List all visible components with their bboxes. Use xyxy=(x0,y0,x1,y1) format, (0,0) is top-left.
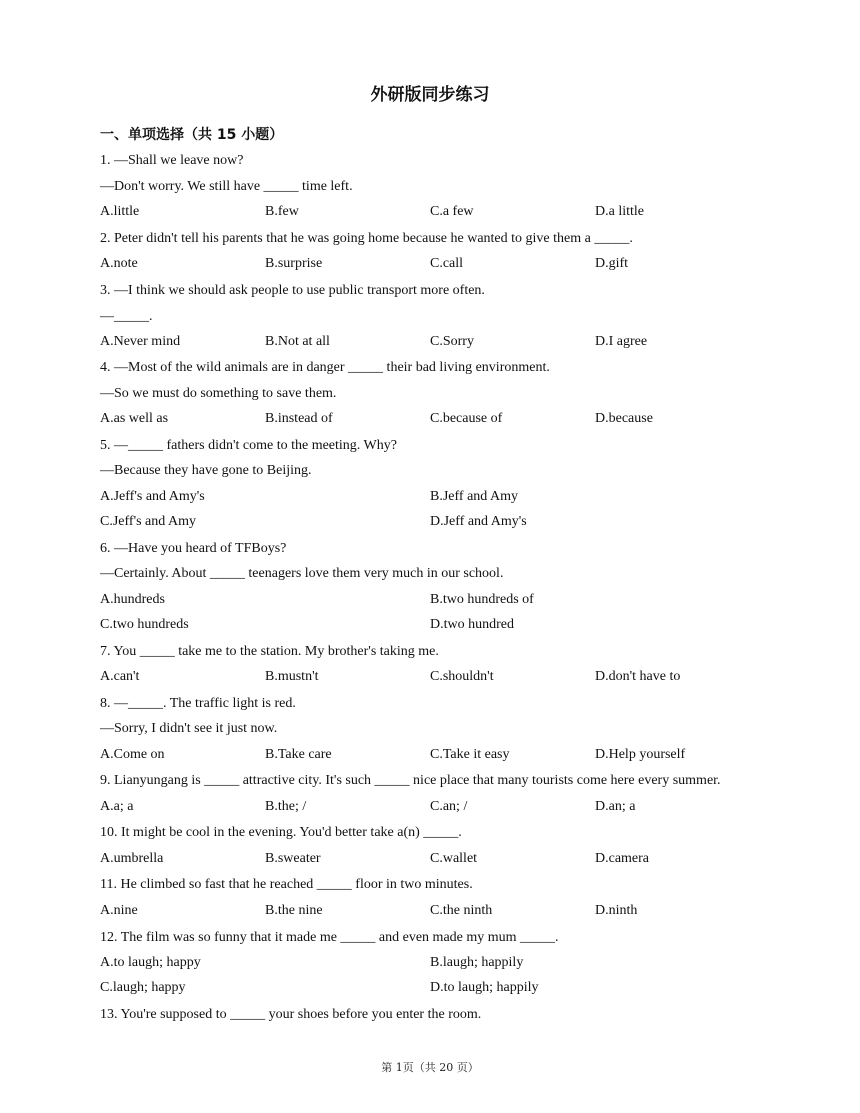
question-text: 3. —I think we should ask people to use public transport more often. xyxy=(100,283,485,298)
answer-option: A.as well as xyxy=(100,411,169,426)
question-text: —Sorry, I didn't see it just now. xyxy=(100,721,278,736)
answer-option: B.surprise xyxy=(265,256,323,271)
answer-option: A.can't xyxy=(100,669,140,684)
question-text: —Certainly. About _____ teenagers love them very much in our school. xyxy=(100,566,504,581)
question-text: 2. Peter didn't tell his parents that he was going home because he wanted to give them a _____. xyxy=(100,231,633,246)
question-text: 9. Lianyungang is _____ attractive city. It's such _____ nice place that many tourists come here every summer. xyxy=(100,773,721,788)
answer-option: A.Never mind xyxy=(100,334,181,349)
question-text: 5. —_____ fathers didn't come to the meeting. Why? xyxy=(100,438,397,453)
answer-option: C.shouldn't xyxy=(430,669,494,684)
answer-option: A.nine xyxy=(100,903,138,918)
answer-option: A.to laugh; happy xyxy=(100,955,201,970)
answer-option: C.laugh; happy xyxy=(100,980,186,995)
answer-option: D.a little xyxy=(595,204,644,219)
question-text: 11. He climbed so fast that he reached _____ floor in two minutes. xyxy=(100,877,473,892)
answer-option: C.because of xyxy=(430,411,503,426)
answer-option: B.instead of xyxy=(265,411,333,426)
answer-option: B.few xyxy=(265,204,299,219)
answer-option: B.Jeff and Amy xyxy=(430,489,519,504)
answer-option: B.Not at all xyxy=(265,334,330,349)
answer-option: C.Take it easy xyxy=(430,747,510,762)
answer-option: A.hundreds xyxy=(100,592,165,607)
answer-option: A.umbrella xyxy=(100,851,164,866)
answer-option: D.ninth xyxy=(595,903,638,918)
answer-option: C.wallet xyxy=(430,851,478,866)
answer-option: D.two hundred xyxy=(430,617,514,632)
answer-option: B.laugh; happily xyxy=(430,955,524,970)
answer-option: D.Jeff and Amy's xyxy=(430,514,527,529)
question-text: —Don't worry. We still have _____ time left. xyxy=(100,179,353,194)
answer-option: B.the nine xyxy=(265,903,323,918)
question-text: 1. —Shall we leave now? xyxy=(100,153,244,168)
answer-option: B.sweater xyxy=(265,851,321,866)
answer-option: A.Come on xyxy=(100,747,165,762)
answer-option: C.Sorry xyxy=(430,334,474,349)
answer-option: B.mustn't xyxy=(265,669,319,684)
answer-option: D.an; a xyxy=(595,799,636,814)
answer-option: D.don't have to xyxy=(595,669,681,684)
answer-option: C.Jeff's and Amy xyxy=(100,514,196,529)
answer-option: C.a few xyxy=(430,204,474,219)
answer-option: A.little xyxy=(100,204,140,219)
answer-option: A.Jeff's and Amy's xyxy=(100,489,205,504)
section-heading: 一、单项选择（共 15 小题） xyxy=(100,127,284,143)
page-title: 外研版同步练习 xyxy=(370,85,490,105)
answer-option: C.an; / xyxy=(430,799,468,814)
question-text: 7. You _____ take me to the station. My brother's taking me. xyxy=(100,644,439,659)
question-text: 4. —Most of the wild animals are in danger _____ their bad living environment. xyxy=(100,360,550,375)
question-text: 10. It might be cool in the evening. You'd better take a(n) _____. xyxy=(100,825,462,840)
question-text: 8. —_____. The traffic light is red. xyxy=(100,696,296,711)
question-text: 12. The film was so funny that it made me _____ and even made my mum _____. xyxy=(100,930,559,945)
answer-option: D.to laugh; happily xyxy=(430,980,539,995)
answer-option: C.the ninth xyxy=(430,903,493,918)
answer-option: D.I agree xyxy=(595,334,648,349)
answer-option: B.two hundreds of xyxy=(430,592,534,607)
answer-option: A.a; a xyxy=(100,799,134,814)
answer-option: C.two hundreds xyxy=(100,617,189,632)
question-text: 13. You're supposed to _____ your shoes before you enter the room. xyxy=(100,1007,482,1022)
question-text: —So we must do something to save them. xyxy=(100,386,337,401)
answer-option: D.gift xyxy=(595,256,629,271)
page-footer: 第 1页（共 20 页） xyxy=(381,1061,479,1074)
answer-option: A.note xyxy=(100,256,138,271)
question-text: —Because they have gone to Beijing. xyxy=(100,463,312,478)
question-text: —_____. xyxy=(100,309,153,324)
answer-option: B.Take care xyxy=(265,747,332,762)
answer-option: D.because xyxy=(595,411,653,426)
answer-option: C.call xyxy=(430,256,464,271)
answer-option: D.camera xyxy=(595,851,650,866)
answer-option: B.the; / xyxy=(265,799,307,814)
answer-option: D.Help yourself xyxy=(595,747,686,762)
question-text: 6. —Have you heard of TFBoys? xyxy=(100,541,287,556)
